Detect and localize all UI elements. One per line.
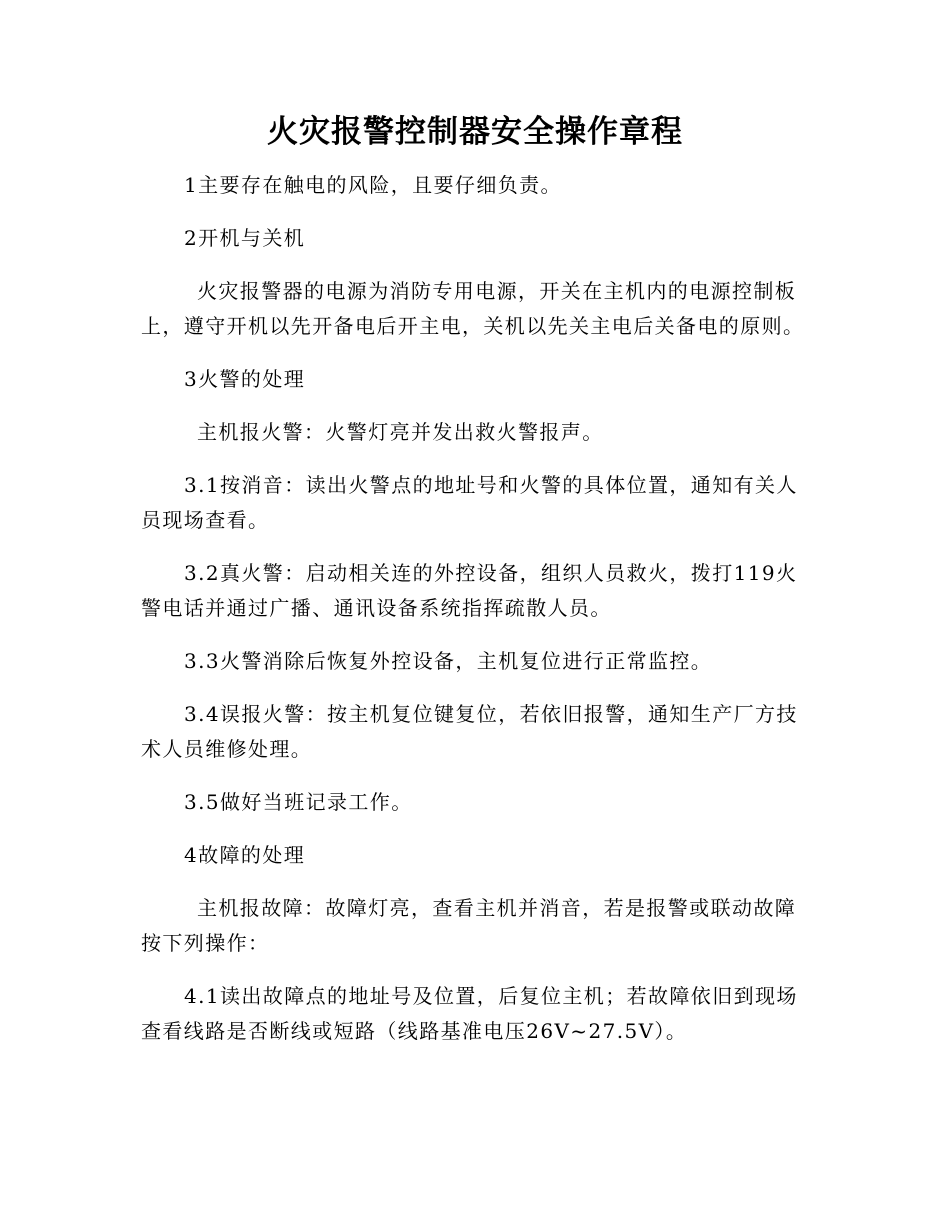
paragraph-1-risk: 1主要存在触电的风险，且要仔细负责。 — [184, 173, 562, 197]
paragraph-fire-alarm-intro: 主机报火警：火警灯亮并发出救火警报声。 — [197, 420, 604, 444]
document-title: 火灾报警控制器安全操作章程 — [267, 114, 683, 150]
paragraph-3-1: 3.1按消音：读出火警点的地址号和火警的具体位置，通知有关人员现场查看。 — [141, 473, 798, 532]
document-body — [141, 168, 811, 1067]
paragraph-3-5: 3.5做好当班记录工作。 — [184, 790, 413, 814]
paragraph-power-procedure: 火灾报警器的电源为消防专用电源，开关在主机内的电源控制板上，遵守开机以先开备电后开主电，关机以先关主电后关备电的原则。 — [141, 279, 805, 338]
paragraph-2-heading-power: 2开机与关机 — [184, 226, 306, 250]
paragraph-3-3: 3.3火警消除后恢复外控设备，主机复位进行正常监控。 — [184, 649, 713, 673]
paragraph-4-heading-fault: 4故障的处理 — [184, 843, 306, 867]
paragraph-3-4: 3.4误报火警：按主机复位键复位，若依旧报警，通知生产厂方技术人员维修处理。 — [141, 702, 798, 761]
paragraph-3-heading-fire-alarm: 3火警的处理 — [184, 367, 306, 391]
paragraph-3-2: 3.2真火警：启动相关连的外控设备，组织人员救火，拨打119火警电话并通过广播、通讯设备系统指挥疏散人员。 — [141, 561, 798, 620]
paragraph-fault-intro: 主机报故障：故障灯亮，查看主机并消音，若是报警或联动故障按下列操作： — [141, 896, 797, 955]
paragraph-4-1: 4.1读出故障点的地址号及位置，后复位主机；若故障依旧到现场查看线路是否断线或短路（线路基准电压26V~27.5V）。 — [141, 984, 798, 1043]
